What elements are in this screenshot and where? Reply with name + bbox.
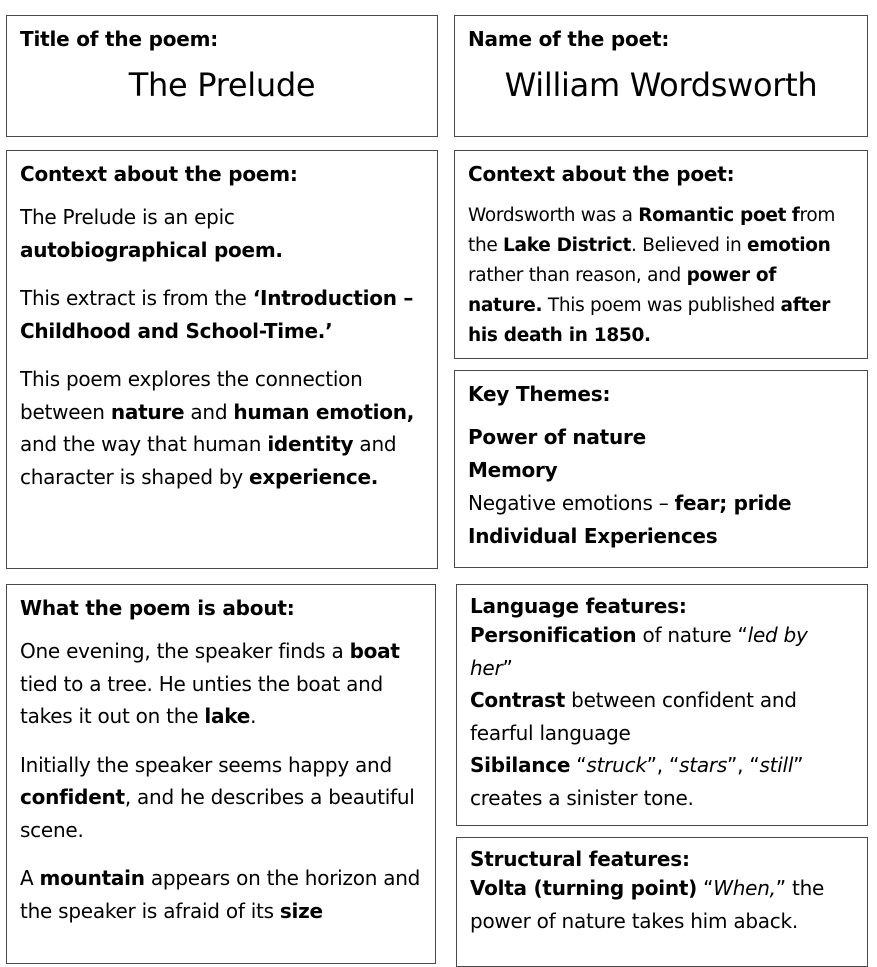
context-poem-box: [6, 150, 438, 569]
context-poem-label: Context about the poem:: [20, 162, 298, 186]
structural-features-label: Structural features:: [470, 847, 690, 871]
theme-memory: Memory: [468, 458, 558, 482]
poet-label: Name of the poet:: [468, 27, 670, 51]
language-features-label: Language features:: [470, 594, 687, 618]
key-themes-label: Key Themes:: [468, 382, 611, 406]
context-poem-paragraph-2: This extract is from the ‘Introduction – Childhood and School-Time.’: [20, 286, 414, 343]
context-poem-paragraph-1: The Prelude is an epic autobiographical poem.: [20, 205, 283, 262]
about-poem-paragraph-3: A mountain appears on the horizon and the speaker is afraid of its size: [20, 866, 421, 923]
about-poem-paragraph-2: Initially the speaker seems happy and confident, and he describes a beautiful scene.: [20, 752, 415, 842]
context-poem-paragraph-3: This poem explores the connection between nature and human emotion, and the way that human identity and character is shaped by experience.: [20, 367, 415, 489]
poet-box: [454, 15, 868, 137]
title-label: Title of the poem:: [20, 27, 219, 51]
theme-power-of-nature: Power of nature: [468, 425, 646, 449]
language-feature-contrast: Contrast between confident and fearful language: [470, 688, 797, 745]
context-poet-box: [454, 150, 868, 359]
about-poem-label: What the poem is about:: [20, 596, 295, 620]
context-poet-text: Wordsworth was a Romantic poet from the Lake District. Believed in emotion rather than reason, and power of nature. This poem was published after his death in 1850.: [468, 205, 836, 346]
key-themes-box: [454, 370, 868, 568]
context-poet-label: Context about the poet:: [468, 162, 735, 186]
language-features-box: [456, 584, 868, 826]
key-themes-list: Power of nature Memory Negative emotions – fear; pride Individual Experiences: [468, 425, 792, 548]
about-poem-box: [6, 584, 436, 964]
language-feature-personification: Personification of nature “led by her”: [470, 623, 808, 680]
language-feature-sibilance: Sibilance “struck”, “stars”, “still” creates a sinister tone.: [470, 753, 804, 810]
title-box: [6, 15, 438, 137]
structural-features-box: [456, 837, 868, 967]
about-poem-paragraph-1: One evening, the speaker finds a boat tied to a tree. He unties the boat and takes it out on the lake.: [20, 639, 400, 728]
theme-individual-experiences: Individual Experiences: [468, 524, 718, 548]
poet-name: William Wordsworth: [504, 66, 818, 104]
structural-feature-volta: Volta (turning point) “When,” the power of nature takes him aback.: [470, 876, 825, 933]
poem-title: The Prelude: [128, 66, 316, 104]
